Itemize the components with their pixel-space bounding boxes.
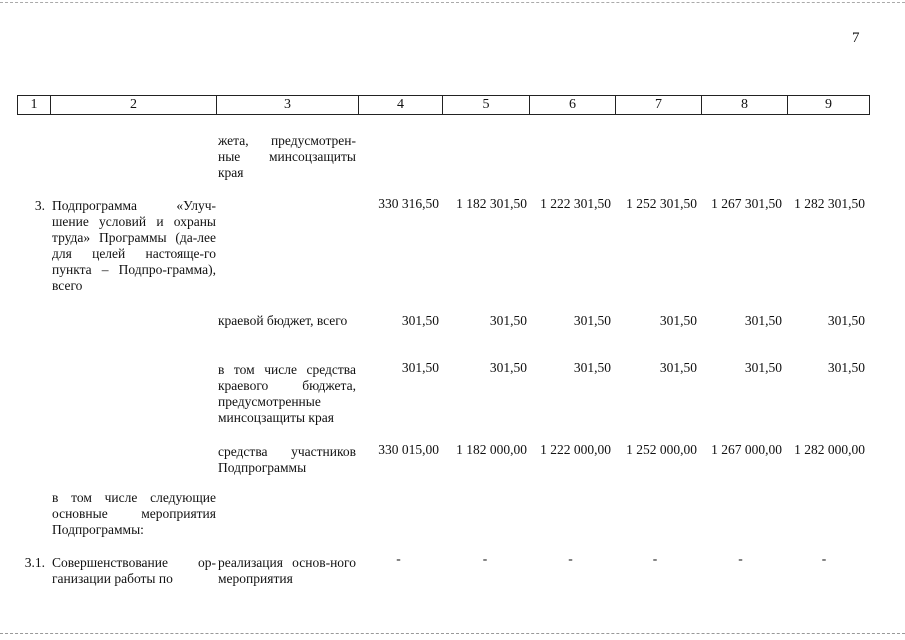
funding-source-participants: средства участников Подпрограммы <box>218 444 356 475</box>
value-col8: 1 267 000,00 <box>711 442 782 457</box>
table-header-row <box>17 95 870 115</box>
value-col4: 330 316,50 <box>378 196 439 211</box>
value-col9: - <box>821 551 827 566</box>
funding-source-regional: краевой бюджет, всего <box>218 313 348 328</box>
row-number: 3.1. <box>24 555 45 570</box>
value-col4: - <box>396 551 401 566</box>
main-activities-heading: в том числе следующие основные мероприятия Подпрограммы: <box>52 490 216 537</box>
value-col5: 301,50 <box>489 360 527 375</box>
value-col9: 301,50 <box>827 360 865 375</box>
value-col7: - <box>652 551 658 566</box>
value-col4: 301,50 <box>401 313 439 328</box>
value-col8: 301,50 <box>744 360 782 375</box>
header-cell: 7 <box>616 96 702 114</box>
value-col7: 1 252 301,50 <box>626 196 697 211</box>
row-number: 3. <box>34 198 45 213</box>
value-col6: 301,50 <box>573 360 611 375</box>
value-col5: 301,50 <box>489 313 527 328</box>
funding-source-ministry: в том числе средства краевого бюджета, предусмотренные минсоцзащиты края <box>218 362 356 425</box>
value-col7: 301,50 <box>659 360 697 375</box>
activity-title: Совершенствование ор-ганизации работы по <box>52 555 216 586</box>
header-cell: 2 <box>51 96 217 114</box>
header-cell: 8 <box>702 96 788 114</box>
header-cell: 6 <box>530 96 616 114</box>
page-number: 7 <box>852 30 860 46</box>
scan-edge-top <box>0 2 905 3</box>
header-cell: 3 <box>217 96 359 114</box>
value-col8: - <box>738 551 743 566</box>
value-col6: 1 222 301,50 <box>540 196 611 211</box>
value-col9: 1 282 000,00 <box>794 442 865 457</box>
scan-edge-bottom <box>0 633 905 634</box>
value-col5: 1 182 301,50 <box>456 196 527 211</box>
value-col9: 301,50 <box>827 313 865 328</box>
value-col8: 1 267 301,50 <box>711 196 782 211</box>
header-cell: 1 <box>18 96 51 114</box>
value-col6: 1 222 000,00 <box>540 442 611 457</box>
value-col8: 301,50 <box>744 313 782 328</box>
value-col4: 301,50 <box>401 360 439 375</box>
value-col7: 301,50 <box>659 313 697 328</box>
header-cell: 9 <box>825 97 832 112</box>
value-col9: 1 282 301,50 <box>794 196 865 211</box>
value-col7: 1 252 000,00 <box>626 442 697 457</box>
subprogram-title: Подпрограмма «Улуч-шение условий и охраны труда» Программы (да-лее для целей настояще-го пункта – Подпро-грамма), всего <box>52 198 216 293</box>
header-cell: 5 <box>443 96 530 114</box>
value-col5: 1 182 000,00 <box>456 442 527 457</box>
value-col6: - <box>568 551 573 566</box>
row-continuation-source: жета, предусмотрен-ные минсоцзащиты края <box>218 133 356 180</box>
value-col4: 330 015,00 <box>378 442 439 457</box>
value-col5: - <box>482 551 488 566</box>
value-col6: 301,50 <box>573 313 611 328</box>
activity-funding-source: реализация основ-ного мероприятия <box>218 555 356 586</box>
header-cell: 4 <box>359 96 443 114</box>
